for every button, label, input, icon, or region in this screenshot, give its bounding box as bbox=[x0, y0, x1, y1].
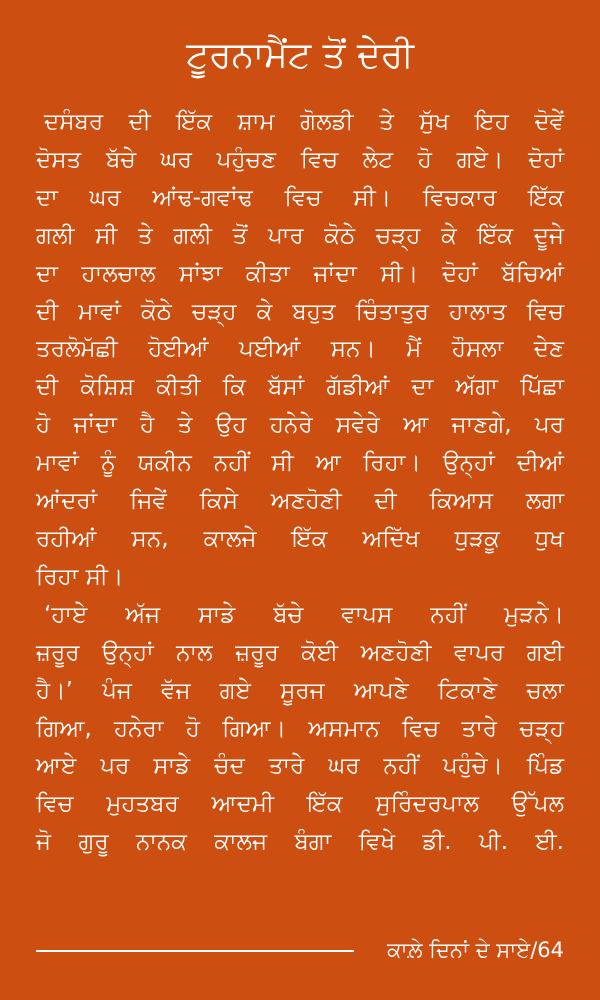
text-line: ਦਾ ਘਰ ਆਂਢ-ਗਵਾਂਢ ਵਿਚ ਸੀ। ਵਿਚਕਾਰ ਇੱਕ bbox=[36, 184, 564, 211]
text-line: ਦੋਸਤ ਬੱਚੇ ਘਰ ਪਹੁੰਚਣ ਵਿਚ ਲੇਟ ਹੋ ਗਏ। ਦੋਹਾਂ bbox=[36, 146, 564, 173]
paragraph-1 bbox=[36, 104, 564, 597]
text-line: ਗਿਆ, ਹਨੇਰਾ ਹੋ ਗਿਆ। ਅਸਮਾਨ ਵਿਚ ਤਾਰੇ ਚੜ੍ਹ bbox=[36, 715, 564, 742]
text-line: ਜ਼ਰੂਰ ਉਨ੍ਹਾਂ ਨਾਲ ਜ਼ਰੂਰ ਕੋਈ ਅਣਹੋਣੀ ਵਾਪਰ ਗਈ bbox=[36, 639, 564, 666]
body-text bbox=[36, 104, 564, 862]
text-line: ਦੀ ਕੋਸ਼ਿਸ਼ ਕੀਤੀ ਕਿ ਬੱਸਾਂ ਗੱਡੀਆਂ ਦਾ ਅੱਗਾ ਪਿੱਛਾ bbox=[36, 374, 564, 401]
text-line: ਵਿਚ ਮੁਹਤਬਰ ਆਦਮੀ ਇੱਕ ਸੁਰਿੰਦਰਪਾਲ ਉੱਪਲ bbox=[36, 791, 564, 818]
text-line: ਰਹੀਆਂ ਸਨ, ਕਾਲਜੇ ਇੱਕ ਅਦਿੱਖ ਧੁੜਕੂ ਧੁਖ bbox=[36, 525, 564, 552]
text-line: ਹੋ ਜਾਂਦਾ ਹੈ ਤੇ ਉਹ ਹਨੇਰੇ ਸਵੇਰੇ ਆ ਜਾਣਗੇ, ਪਰ bbox=[36, 412, 564, 439]
chapter-title: ਟੂਰਨਾਮੈਂਟ ਤੋਂ ਦੇਰੀ bbox=[186, 35, 414, 76]
text-line: ਗਲੀ ਸੀ ਤੇ ਗਲੀ ਤੋਂ ਪਾਰ ਕੋਠੇ ਚੜ੍ਹ ਕੇ ਇੱਕ ਦੂਜੇ bbox=[36, 222, 564, 249]
text-line: ਦਾ ਹਾਲਚਾਲ ਸਾਂਝਾ ਕੀਤਾ ਜਾਂਦਾ ਸੀ। ਦੋਹਾਂ ਬੱਚਿਆਂ bbox=[36, 260, 564, 287]
text-line: ਦੀ ਮਾਵਾਂ ਕੋਠੇ ਚੜ੍ਹ ਕੇ ਬਹੁਤ ਚਿੰਤਾਤੁਰ ਹਾਲਾਤ ਵਿਚ bbox=[36, 298, 564, 325]
page-footer: ਕਾਲ਼ੇ ਦਿਨਾਂ ਦੇ ਸਾਏ/64 bbox=[387, 938, 564, 962]
text-line: ਤਰਲੋਮੱਛੀ ਹੋਈਆਂ ਪਈਆਂ ਸਨ। ਮੈਂ ਹੌਸਲਾ ਦੇਣ bbox=[36, 336, 564, 363]
text-line: ਦਸੰਬਰ ਦੀ ਇੱਕ ਸ਼ਾਮ ਗੋਲਡੀ ਤੇ ਸੁੱਖ ਇਹ ਦੋਵੇਂ bbox=[44, 109, 564, 135]
footer-divider bbox=[36, 950, 354, 952]
text-line: ਆਂਦਰਾਂ ਜਿਵੇਂ ਕਿਸੇ ਅਣਹੋਣੀ ਦੀ ਕਿਆਸ ਲਗਾ bbox=[36, 488, 564, 515]
text-line: ਜੋ ਗੁਰੂ ਨਾਨਕ ਕਾਲਜ ਬੰਗਾ ਵਿਖੇ ਡੀ. ਪੀ. ਈ. bbox=[36, 829, 564, 856]
text-line: ਰਿਹਾ ਸੀ। bbox=[36, 563, 124, 590]
text-line: ‘ਹਾਏ ਅੱਜ ਸਾਡੇ ਬੱਚੇ ਵਾਪਸ ਨਹੀਂ ਮੁੜਨੇ। bbox=[44, 601, 564, 628]
text-line: ਆਏ ਪਰ ਸਾਡੇ ਚੰਦ ਤਾਰੇ ਘਰ ਨਹੀਂ ਪਹੁੰਚੇ। ਪਿੰਡ bbox=[36, 753, 564, 780]
text-line: ਹੈ।’ ਪੰਜ ਵੱਜ ਗਏ ਸੂਰਜ ਆਪਣੇ ਟਿਕਾਣੇ ਚਲਾ bbox=[36, 677, 564, 704]
text-line: ਮਾਵਾਂ ਨੂੰ ਯਕੀਨ ਨਹੀਂ ਸੀ ਆ ਰਿਹਾ। ਉਨ੍ਹਾਂ ਦੀਆਂ bbox=[36, 450, 564, 477]
paragraph-2 bbox=[36, 597, 564, 862]
